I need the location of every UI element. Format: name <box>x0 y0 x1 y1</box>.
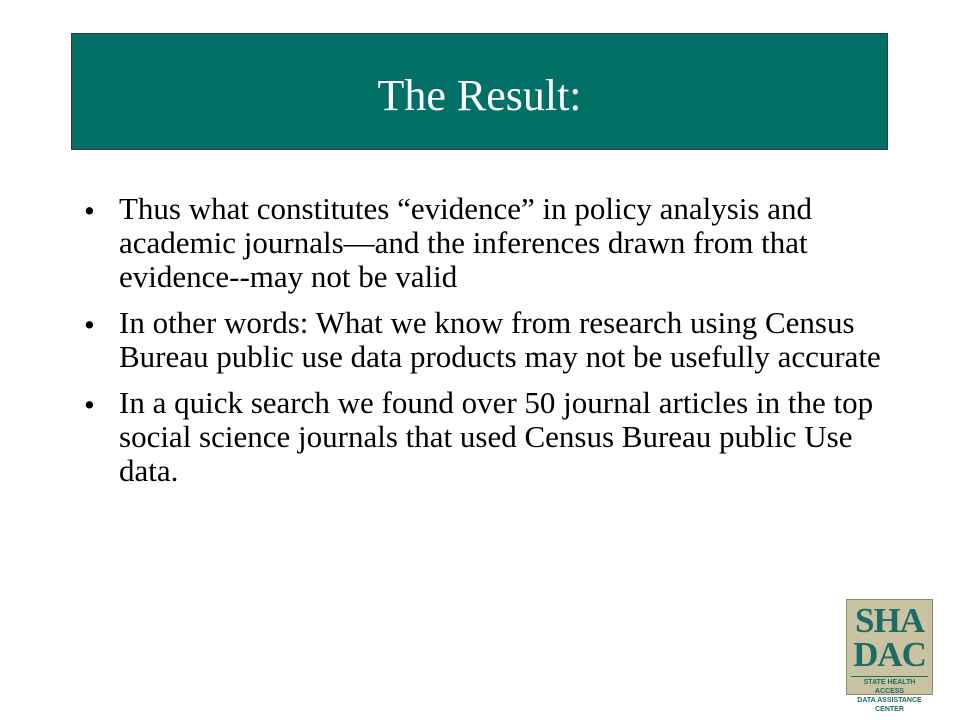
bullet-icon: • <box>84 193 95 228</box>
logo-subtext-1: STATE HEALTH ACCESS <box>851 676 928 696</box>
slide-title: The Result: <box>377 70 582 120</box>
bullet-list <box>84 192 904 500</box>
logo-line-1: SHA <box>855 601 924 640</box>
bullet-item <box>84 386 904 488</box>
bullet-text: In a quick search we found over 50 journal articles in the top social science journals that used Census Bureau public Use data. <box>119 385 874 488</box>
bullet-item <box>84 306 904 374</box>
bullet-icon: • <box>84 387 95 422</box>
bullet-item <box>84 192 904 294</box>
title-banner <box>71 33 888 150</box>
logo-subtext-2: DATA ASSISTANCE CENTER <box>857 697 922 713</box>
logo-line-2: DAC <box>853 635 926 674</box>
bullet-text: In other words: What we know from research using Census Bureau public use data products may not be usefully accurate <box>119 305 881 374</box>
shadac-logo <box>846 599 933 713</box>
bullet-text: Thus what constitutes “evidence” in policy analysis and academic journals—and the inferences drawn from that evidence--may not be valid <box>119 191 813 294</box>
bullet-icon: • <box>84 307 95 342</box>
